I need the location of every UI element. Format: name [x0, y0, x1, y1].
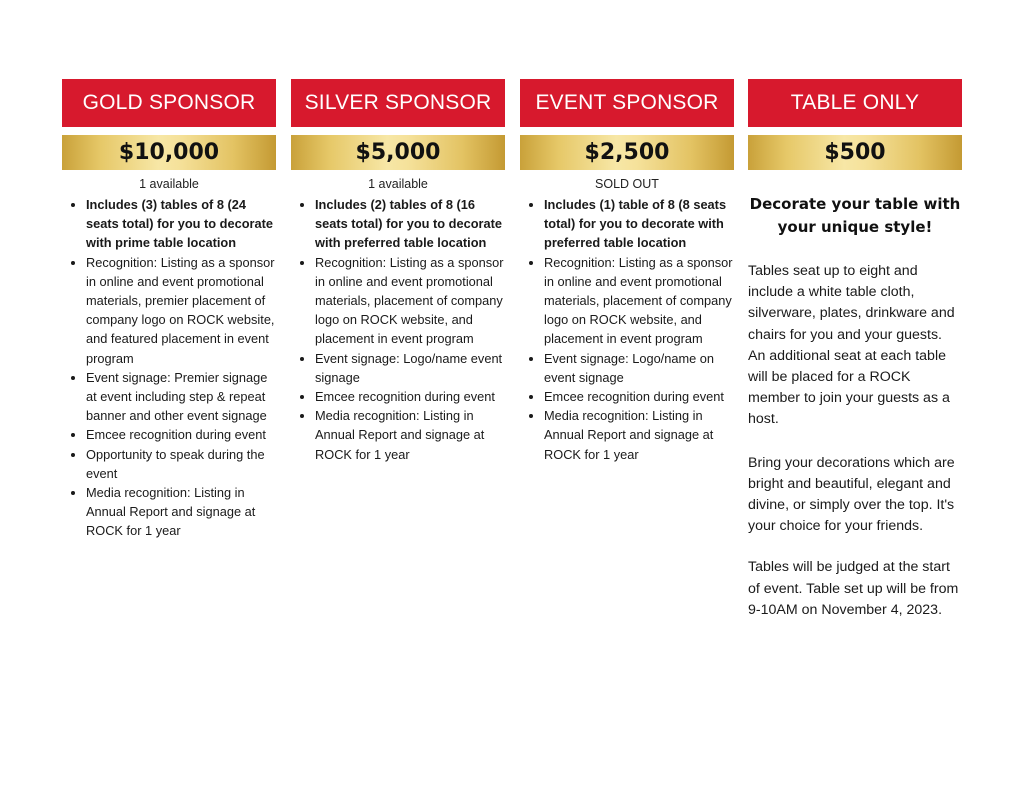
- table-only-price: $500: [748, 135, 962, 170]
- silver-sponsor-availability: 1 available: [368, 177, 428, 191]
- table-only-paragraph: Tables seat up to eight and include a white table cloth, silverware, plates, drinkware and chairs for you and your guests. An additional seat at each table will be placed for a ROCK member to join your guests as a host.: [748, 263, 955, 428]
- benefit-item: • Emcee recognition during event: [544, 387, 734, 406]
- benefit-item: • Includes (2) tables of 8 (16 seats total) for you to decorate with preferred table location: [315, 195, 505, 253]
- benefit-item: • Includes (1) table of 8 (8 seats total) for you to decorate with preferred table location: [544, 195, 734, 253]
- event-sponsor-column: [520, 79, 734, 464]
- benefit-item: • Media recognition: Listing in Annual Report and signage at ROCK for 1 year: [544, 406, 734, 464]
- gold-sponsor-title: GOLD SPONSOR: [62, 79, 276, 127]
- silver-sponsor-column: [291, 79, 505, 464]
- benefit-item: • Media recognition: Listing in Annual Report and signage at ROCK for 1 year: [315, 406, 505, 464]
- silver-sponsor-title: SILVER SPONSOR: [291, 79, 505, 127]
- benefit-item: • Event signage: Premier signage at event including step & repeat banner and other event signage: [86, 368, 276, 426]
- benefit-item: • Event signage: Logo/name event signage: [315, 349, 505, 387]
- table-only-paragraph: Tables will be judged at the start of event. Table set up will be from 9-10AM on November 4, 2023.: [748, 559, 959, 618]
- silver-sponsor-benefits: [291, 195, 505, 464]
- event-sponsor-price: $2,500: [520, 135, 734, 170]
- event-sponsor-benefits: [520, 195, 734, 464]
- gold-sponsor-availability: 1 available: [139, 177, 199, 191]
- table-only-heading: Decorate your table with your unique style!: [749, 195, 961, 236]
- benefit-item: • Event signage: Logo/name on event signage: [544, 349, 734, 387]
- table-only-column: [748, 79, 962, 621]
- event-sponsor-title: EVENT SPONSOR: [520, 79, 734, 127]
- gold-sponsor-benefits: [62, 195, 276, 541]
- benefit-item: • Includes (3) tables of 8 (24 seats total) for you to decorate with prime table location: [86, 195, 276, 253]
- gold-sponsor-price: $10,000: [62, 135, 276, 170]
- gold-sponsor-column: [62, 79, 276, 541]
- benefit-item: • Recognition: Listing as a sponsor in online and event promotional materials, premier placement of company logo on ROCK website, and featured placement in event program: [86, 253, 276, 368]
- event-sponsor-availability: SOLD OUT: [595, 177, 659, 191]
- benefit-item: • Media recognition: Listing in Annual Report and signage at ROCK for 1 year: [86, 483, 276, 541]
- silver-sponsor-price: $5,000: [291, 135, 505, 170]
- benefit-item: • Recognition: Listing as a sponsor in online and event promotional materials, placement of company logo on ROCK website, and placement in event program: [544, 253, 734, 349]
- table-only-title: TABLE ONLY: [748, 79, 962, 127]
- benefit-item: • Opportunity to speak during the event: [86, 445, 276, 483]
- table-only-paragraph: Bring your decorations which are bright and beautiful, elegant and divine, or simply over the top. It's your choice for your friends.: [748, 454, 955, 535]
- benefit-item: • Emcee recognition during event: [315, 387, 505, 406]
- benefit-item: • Recognition: Listing as a sponsor in online and event promotional materials, placement of company logo on ROCK website, and placement in event program: [315, 253, 505, 349]
- benefit-item: • Emcee recognition during event: [86, 425, 276, 444]
